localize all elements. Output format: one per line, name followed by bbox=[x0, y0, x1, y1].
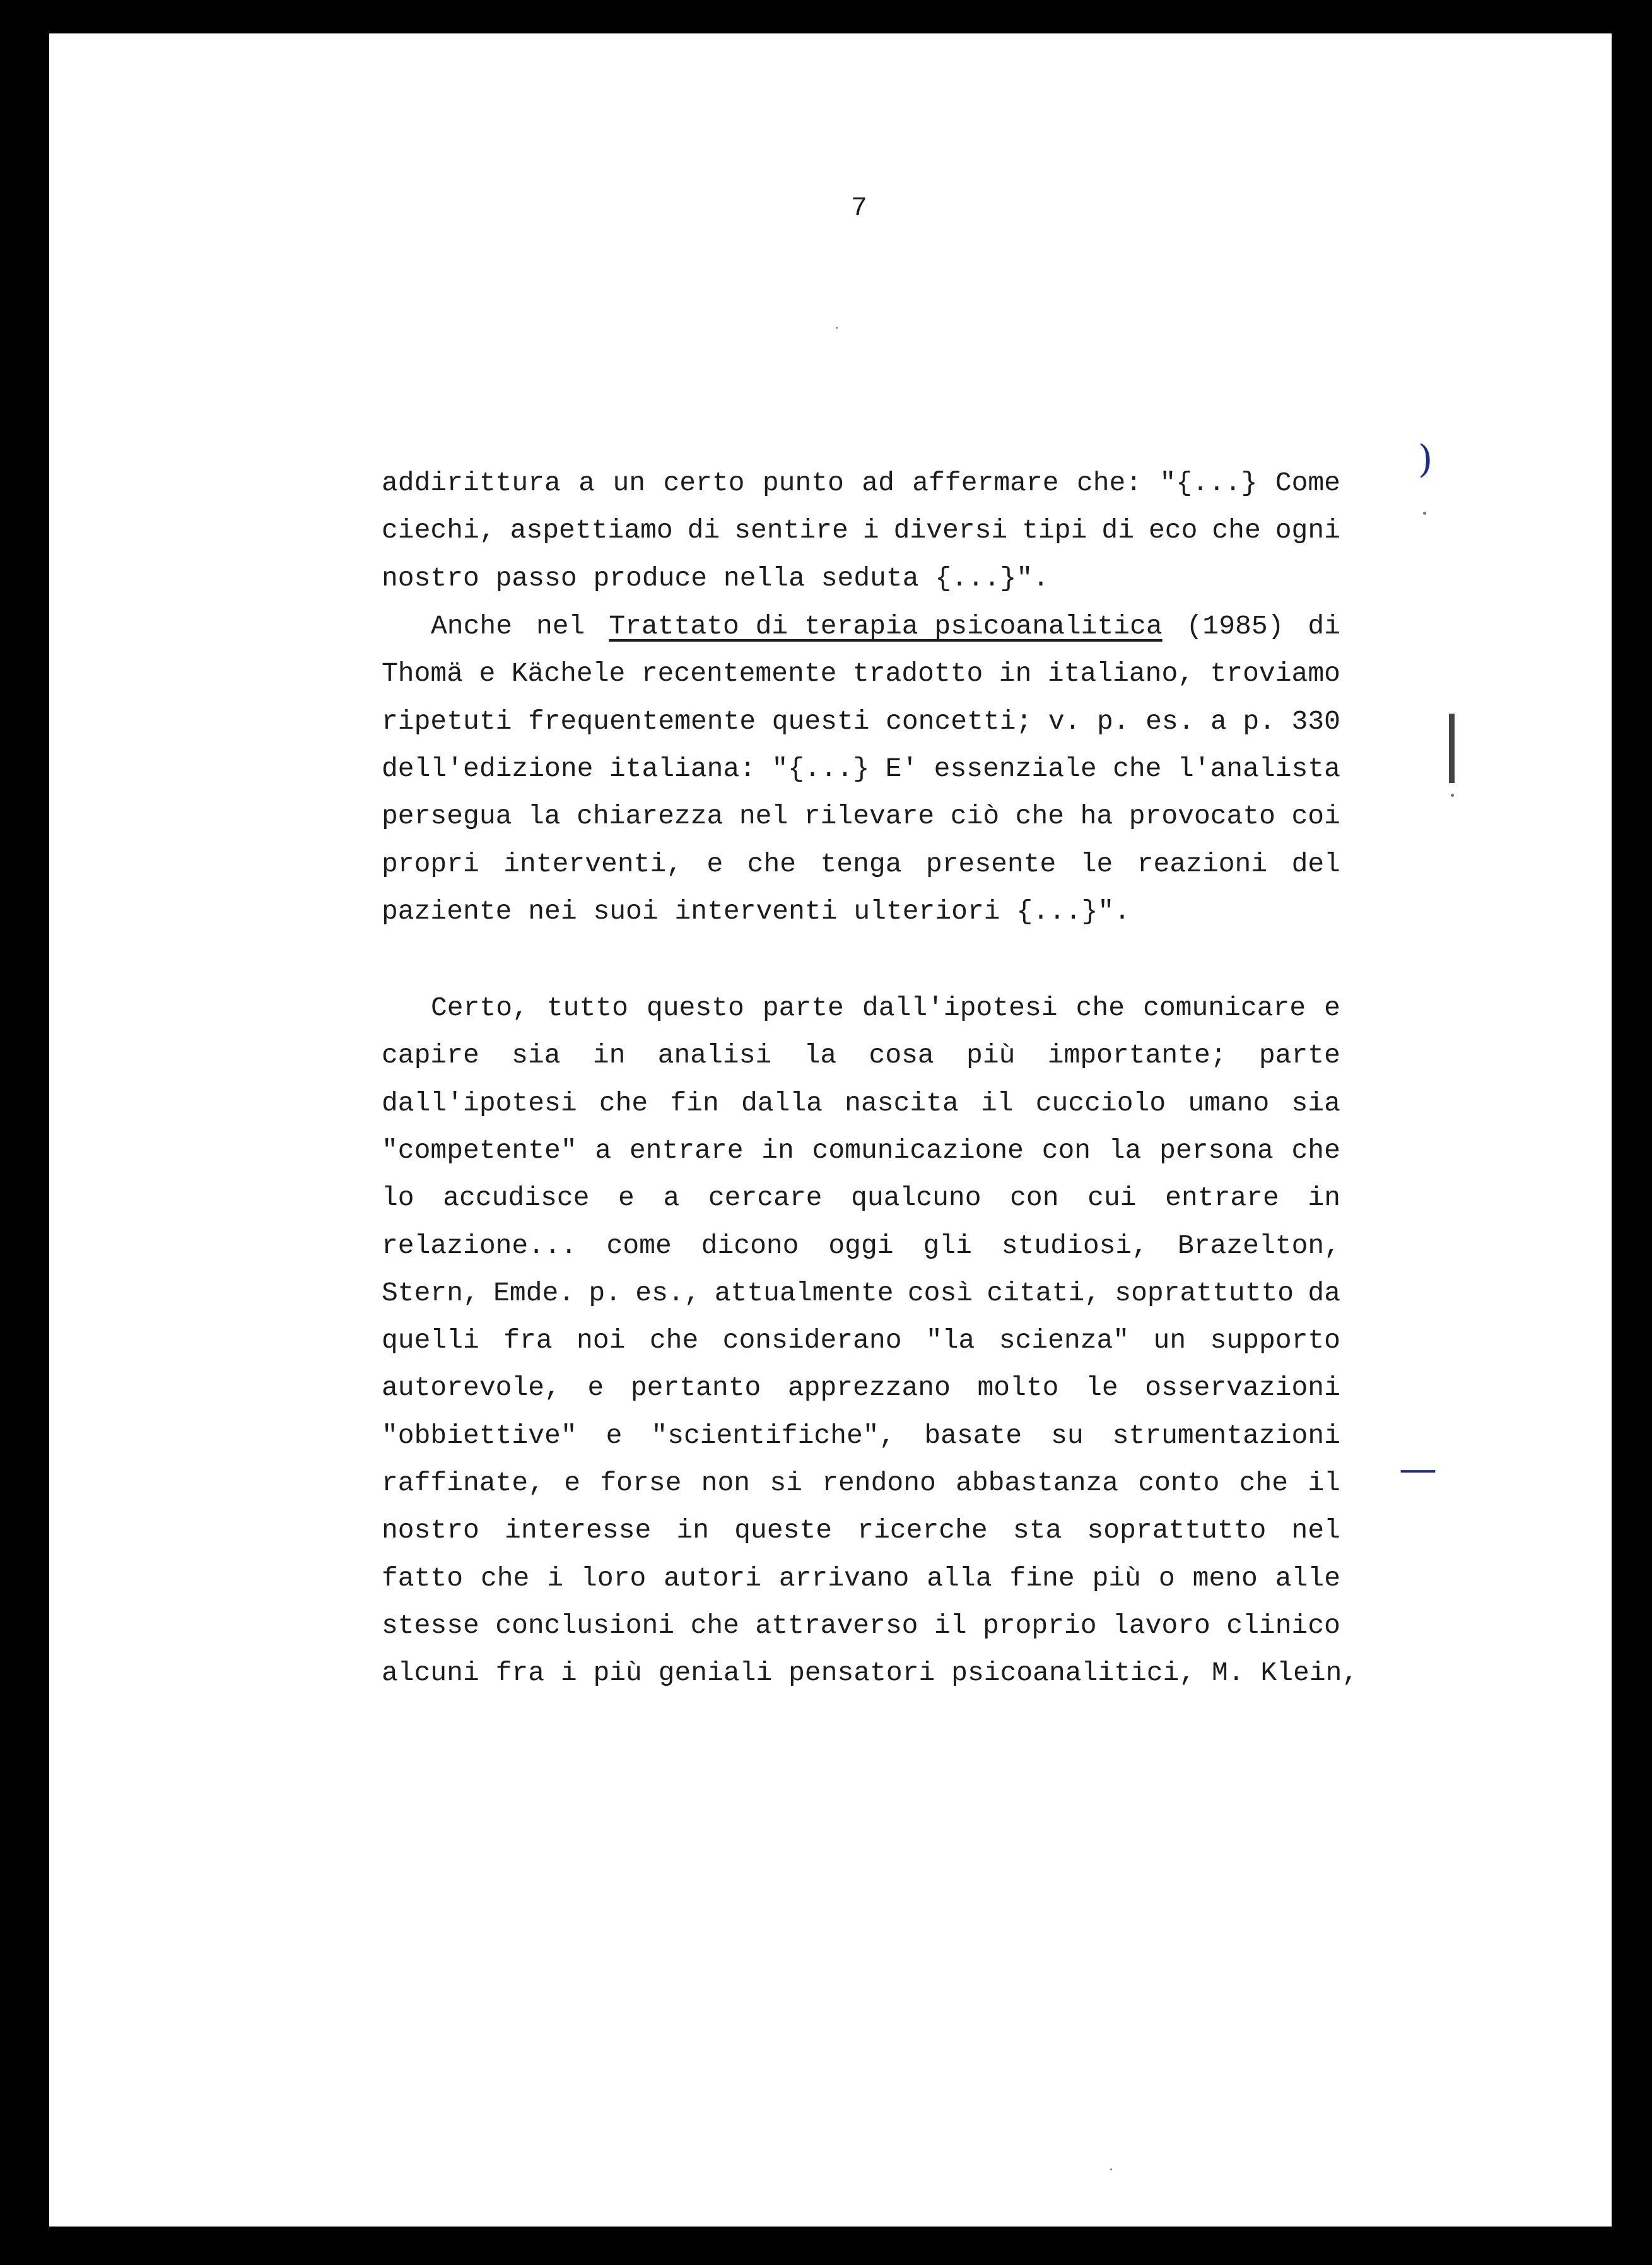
word: supporto bbox=[1210, 1325, 1340, 1356]
word: importante; bbox=[1047, 1040, 1227, 1071]
word: su bbox=[1051, 1420, 1084, 1451]
word: "{...} bbox=[1159, 468, 1258, 498]
word: p. bbox=[1096, 705, 1130, 737]
word: più bbox=[1092, 1562, 1141, 1594]
word: arrivano bbox=[778, 1562, 910, 1594]
word: dicono bbox=[701, 1230, 799, 1261]
word: tradotto bbox=[852, 658, 983, 690]
word: del bbox=[1291, 848, 1340, 880]
word: noi bbox=[577, 1325, 626, 1356]
word: entrare bbox=[1165, 1182, 1279, 1214]
scan-speck bbox=[836, 327, 838, 329]
word: recentemente bbox=[641, 658, 837, 690]
word: seduta bbox=[821, 562, 919, 594]
word: di bbox=[1101, 515, 1134, 546]
word: studiosi, bbox=[1001, 1230, 1149, 1261]
word: dall'ipotesi bbox=[862, 992, 1058, 1023]
margin-mark-paren-icon: | bbox=[1440, 702, 1464, 783]
word: p. bbox=[589, 1277, 621, 1309]
word: che bbox=[1015, 801, 1065, 832]
word: alcuni bbox=[382, 1657, 479, 1689]
word: lo bbox=[382, 1182, 414, 1214]
text-line bbox=[382, 753, 1340, 784]
word: proprio bbox=[982, 1609, 1097, 1641]
text-line bbox=[382, 1182, 1340, 1213]
word: passo bbox=[495, 562, 577, 594]
word: fin bbox=[670, 1087, 719, 1119]
word: raffinate, bbox=[382, 1468, 545, 1498]
margin-mark-dash-icon: — bbox=[1399, 1447, 1437, 1491]
word: la bbox=[804, 1040, 837, 1071]
word: cucciolo bbox=[1035, 1087, 1166, 1119]
word: rendono bbox=[822, 1468, 936, 1498]
word: strumentazioni bbox=[1112, 1420, 1340, 1451]
word: nostro bbox=[382, 562, 479, 594]
word: alle bbox=[1275, 1562, 1340, 1594]
word: le bbox=[1086, 1372, 1118, 1404]
word: capire bbox=[382, 1040, 479, 1071]
word: come bbox=[606, 1230, 672, 1261]
word: la bbox=[1108, 1134, 1142, 1166]
word: "la bbox=[925, 1325, 975, 1356]
word: punto bbox=[762, 468, 844, 498]
word: scienza" bbox=[999, 1325, 1130, 1356]
word: di bbox=[687, 515, 720, 546]
word: addirittura bbox=[382, 468, 561, 498]
word: e bbox=[706, 848, 723, 880]
word: comunicare bbox=[1143, 992, 1306, 1023]
word: sia bbox=[512, 1040, 561, 1071]
word: che bbox=[1075, 992, 1125, 1023]
word: i bbox=[560, 1657, 577, 1689]
word: italiano, bbox=[1047, 658, 1195, 690]
word: a bbox=[663, 1182, 680, 1214]
word: autori bbox=[664, 1562, 761, 1594]
text-line bbox=[382, 1040, 1340, 1071]
text-line bbox=[382, 849, 1340, 880]
word: psicoanalitici, bbox=[951, 1657, 1196, 1689]
text-line bbox=[382, 801, 1340, 832]
word: cosa bbox=[869, 1040, 934, 1071]
word: qualcuno bbox=[851, 1182, 981, 1214]
word: così bbox=[907, 1277, 973, 1309]
text-line bbox=[382, 1563, 1340, 1594]
word: parte bbox=[762, 992, 844, 1023]
word: parte bbox=[1258, 1040, 1340, 1071]
word: da bbox=[1308, 1277, 1340, 1309]
word: non bbox=[701, 1468, 751, 1498]
word: lavoro bbox=[1113, 1609, 1210, 1641]
word: questo bbox=[646, 992, 744, 1023]
word: nascita bbox=[845, 1087, 959, 1119]
word: cercare bbox=[708, 1182, 823, 1214]
word: suoi bbox=[593, 895, 659, 927]
text-line bbox=[382, 1135, 1340, 1166]
word: presente bbox=[925, 848, 1057, 880]
text-line bbox=[382, 1515, 1340, 1546]
word: osservazioni bbox=[1145, 1372, 1340, 1404]
word: conclusioni bbox=[495, 1609, 675, 1641]
word: Certo, bbox=[431, 992, 529, 1023]
word: entrare bbox=[629, 1134, 744, 1166]
word: certo bbox=[663, 468, 745, 498]
word: sia bbox=[1291, 1087, 1340, 1119]
text-line bbox=[382, 1372, 1340, 1403]
word: la bbox=[527, 801, 561, 832]
word: produce bbox=[593, 562, 708, 594]
word: pertanto bbox=[630, 1372, 761, 1404]
word: ripetuti bbox=[382, 705, 512, 737]
word: interesse bbox=[505, 1515, 652, 1546]
word: in bbox=[1308, 1182, 1340, 1214]
word: propri bbox=[382, 848, 479, 880]
word: cui bbox=[1087, 1182, 1137, 1214]
word: forse bbox=[600, 1468, 682, 1498]
word: in bbox=[761, 1134, 794, 1166]
word: a bbox=[595, 1134, 612, 1166]
text-line bbox=[382, 1420, 1340, 1451]
word: ad bbox=[862, 468, 894, 498]
word: essenziale bbox=[934, 753, 1097, 784]
word: con bbox=[1010, 1182, 1059, 1214]
word: E' bbox=[885, 753, 918, 784]
word: {...}". bbox=[935, 562, 1049, 594]
word: considerano bbox=[722, 1325, 902, 1356]
word: dalla bbox=[741, 1087, 823, 1119]
word: che bbox=[1291, 1134, 1340, 1166]
word: e bbox=[564, 1468, 581, 1498]
word: tipi bbox=[1022, 515, 1087, 546]
word: reazioni bbox=[1137, 848, 1268, 880]
word: e bbox=[606, 1420, 623, 1451]
word: aspettiamo bbox=[510, 515, 673, 546]
word: questi bbox=[771, 705, 870, 737]
word: che bbox=[649, 1325, 699, 1356]
text-line bbox=[382, 1230, 1340, 1261]
word: concetti; bbox=[886, 705, 1033, 737]
word: conto bbox=[1138, 1468, 1220, 1498]
word: il bbox=[934, 1609, 967, 1641]
text-line bbox=[382, 563, 1340, 594]
word: i bbox=[547, 1562, 564, 1594]
word: e bbox=[1324, 992, 1340, 1023]
word: interventi, bbox=[503, 848, 683, 880]
text-line bbox=[382, 706, 1340, 737]
word: basate bbox=[924, 1420, 1022, 1451]
word: v. bbox=[1048, 705, 1081, 737]
word: geniali bbox=[658, 1657, 773, 1689]
word: es., bbox=[635, 1277, 701, 1309]
word: e bbox=[618, 1182, 635, 1214]
word: meno bbox=[1192, 1562, 1258, 1594]
word: che bbox=[1113, 753, 1162, 784]
word: "scientifiche", bbox=[651, 1420, 896, 1451]
word: nei bbox=[528, 895, 577, 927]
text-line bbox=[431, 611, 1340, 642]
word: es. bbox=[1145, 705, 1195, 737]
word: nella bbox=[723, 562, 805, 594]
word: ciechi, bbox=[382, 515, 496, 546]
word: ulteriori bbox=[853, 895, 1000, 927]
margin-dot bbox=[1423, 512, 1426, 515]
word: tenga bbox=[820, 848, 902, 880]
word: Brazelton, bbox=[1177, 1230, 1340, 1261]
word: relazione... bbox=[382, 1230, 577, 1261]
word: autorevole, bbox=[382, 1372, 561, 1404]
word: un bbox=[1153, 1325, 1186, 1356]
word: attraverso bbox=[755, 1609, 918, 1641]
word: affermare bbox=[912, 468, 1059, 498]
word: più bbox=[593, 1657, 642, 1689]
word: dell'edizione bbox=[382, 753, 594, 784]
word: chiarezza bbox=[577, 801, 723, 832]
word: sentire bbox=[734, 515, 848, 546]
word: abbastanza bbox=[956, 1468, 1119, 1498]
word: ogni bbox=[1275, 515, 1340, 546]
word: M. bbox=[1212, 1657, 1245, 1689]
word: con bbox=[1041, 1134, 1091, 1166]
text-line bbox=[431, 992, 1340, 1023]
word: fine bbox=[1009, 1562, 1075, 1594]
word: rilevare bbox=[804, 801, 935, 832]
word: diversi bbox=[893, 515, 1008, 546]
word: attualmente bbox=[714, 1277, 894, 1309]
word: dall'ipotesi bbox=[382, 1087, 577, 1119]
word: p. bbox=[1243, 705, 1275, 737]
word: si bbox=[770, 1468, 802, 1498]
text-line bbox=[382, 896, 1340, 927]
word: persona bbox=[1159, 1134, 1274, 1166]
word: Klein, bbox=[1260, 1657, 1359, 1689]
text-line bbox=[382, 1278, 1340, 1309]
word: soprattutto bbox=[1115, 1277, 1294, 1309]
margin-mark-bracket-icon: ) bbox=[1418, 437, 1433, 481]
word: Kächele bbox=[511, 658, 626, 690]
text-line bbox=[382, 468, 1340, 498]
word: analisi bbox=[657, 1040, 772, 1071]
word: accudisce bbox=[443, 1182, 590, 1214]
word: comunicazione bbox=[812, 1134, 1024, 1166]
word: nel bbox=[1291, 1515, 1340, 1546]
word: più bbox=[966, 1040, 1016, 1071]
word: che bbox=[480, 1562, 530, 1594]
word: Stern, bbox=[382, 1277, 479, 1309]
word: {...}". bbox=[1016, 895, 1130, 927]
document-page bbox=[49, 33, 1612, 2227]
word: italiana: bbox=[609, 753, 756, 784]
word: citati, bbox=[987, 1277, 1101, 1309]
word: pensatori bbox=[788, 1657, 935, 1689]
word: di bbox=[1308, 611, 1340, 642]
word: apprezzano bbox=[787, 1372, 951, 1404]
word: fra bbox=[503, 1325, 553, 1356]
word: soprattutto bbox=[1087, 1515, 1267, 1546]
word: 330 bbox=[1291, 705, 1340, 737]
word: nel bbox=[536, 611, 585, 642]
word: fra bbox=[495, 1657, 545, 1689]
word: umano bbox=[1188, 1087, 1270, 1119]
word: persegua bbox=[382, 801, 512, 832]
text-line bbox=[382, 515, 1340, 546]
word: clinico bbox=[1226, 1609, 1340, 1641]
word: che: bbox=[1076, 468, 1142, 498]
word: o bbox=[1158, 1562, 1175, 1594]
word: che bbox=[1239, 1468, 1289, 1498]
word: molto bbox=[977, 1372, 1059, 1404]
word: provocato bbox=[1128, 801, 1275, 832]
word: alla bbox=[927, 1562, 992, 1594]
word: Anche bbox=[431, 611, 513, 642]
word: e bbox=[587, 1372, 604, 1404]
word: ciò bbox=[950, 801, 1000, 832]
word: che bbox=[690, 1609, 739, 1641]
word: che bbox=[747, 848, 797, 880]
word: ricerche bbox=[857, 1515, 988, 1546]
word: a bbox=[1210, 705, 1227, 737]
text-line bbox=[382, 1657, 1359, 1689]
text-line bbox=[382, 1088, 1340, 1119]
word: "competente" bbox=[382, 1134, 577, 1166]
word: tutto bbox=[546, 992, 628, 1023]
word: e bbox=[479, 658, 496, 690]
word: ha bbox=[1080, 801, 1113, 832]
word: queste bbox=[734, 1515, 833, 1546]
word: a bbox=[578, 468, 595, 498]
word: coi bbox=[1291, 801, 1340, 832]
word: gli bbox=[923, 1230, 972, 1261]
word: sta bbox=[1012, 1515, 1062, 1546]
text-line bbox=[382, 658, 1340, 689]
word: nel bbox=[739, 801, 788, 832]
word: (1985) bbox=[1186, 611, 1284, 642]
word: in bbox=[676, 1515, 710, 1546]
word: che bbox=[1212, 515, 1261, 546]
word: il bbox=[980, 1087, 1014, 1119]
word: un bbox=[612, 468, 646, 498]
word: i bbox=[862, 515, 879, 546]
word: l'analista bbox=[1177, 753, 1340, 784]
word: il bbox=[1308, 1468, 1340, 1498]
text-line bbox=[382, 1325, 1340, 1356]
word: nostro bbox=[382, 1515, 479, 1546]
word: paziente bbox=[382, 895, 512, 927]
word: troviamo bbox=[1210, 658, 1340, 690]
page-number: 7 bbox=[851, 192, 867, 223]
word: in bbox=[999, 658, 1032, 690]
word: interventi bbox=[674, 895, 838, 927]
word: oggi bbox=[828, 1230, 894, 1261]
word: fatto bbox=[382, 1562, 464, 1594]
word: loro bbox=[581, 1562, 647, 1594]
margin-dot bbox=[1451, 794, 1454, 797]
text-line bbox=[382, 1468, 1340, 1498]
word: Emde. bbox=[493, 1277, 575, 1309]
word: frequentemente bbox=[527, 705, 756, 737]
text-line bbox=[382, 1610, 1340, 1641]
word: le bbox=[1080, 848, 1113, 880]
word: stesse bbox=[382, 1609, 479, 1641]
scan-speck bbox=[1110, 2168, 1112, 2170]
word: "{...} bbox=[771, 753, 870, 784]
word: che bbox=[599, 1087, 648, 1119]
word: Come bbox=[1275, 468, 1340, 498]
word: eco bbox=[1148, 515, 1198, 546]
word: in bbox=[592, 1040, 626, 1071]
word: Thomä bbox=[382, 658, 464, 690]
underlined-title: Trattato di terapia psicoanalitica bbox=[609, 611, 1163, 642]
word: quelli bbox=[382, 1325, 479, 1356]
word: "obbiettive" bbox=[382, 1420, 577, 1451]
